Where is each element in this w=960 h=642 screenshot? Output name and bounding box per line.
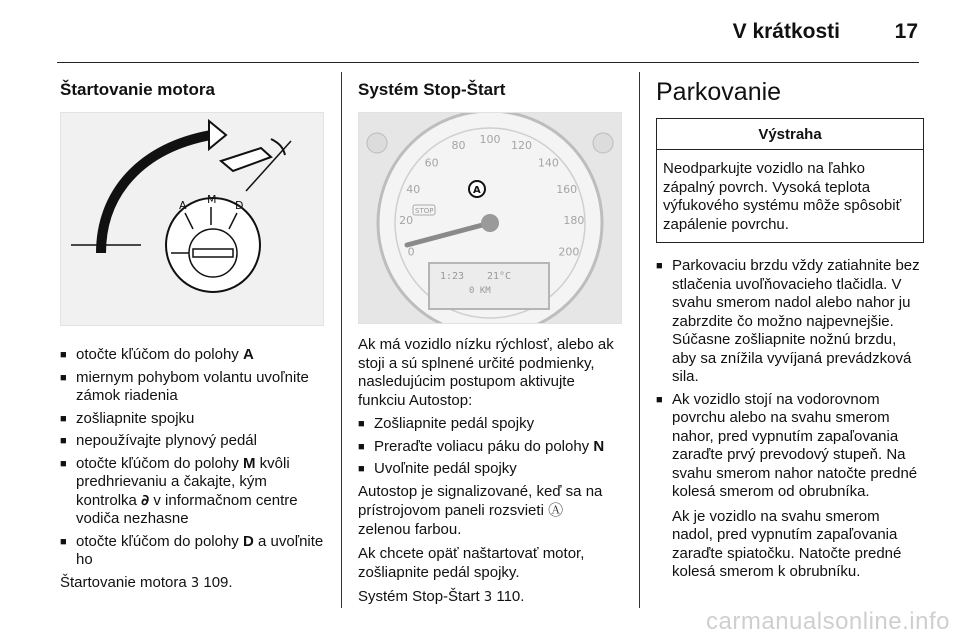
autostop-indicator-text: Autostop je signalizované, keď sa na prístrojovom paneli rozsvieti Ⓐ zelenou farbou.: [358, 482, 603, 538]
warning-body: Neodparkujte vozidlo na ľahko zápalný povrch. Vysoká teplota výfukového systému môže spôsobiť zapálenie povrchu.: [663, 160, 902, 233]
list-item: ■ nepoužívajte plynový pedál: [60, 432, 328, 451]
list-item: ■ otočte kľúčom do polohy M kvôli predhrievaniu a čakajte, kým kontrolka 𝟃 v informačnom centre vodiča nezhasne: [60, 455, 328, 529]
cross-reference-arrow-icon: 3: [190, 575, 200, 591]
column-stop-start: [358, 66, 626, 608]
header-rule: [57, 62, 919, 63]
list-item: ■ otočte kľúčom do polohy D a uvoľnite ho: [60, 533, 328, 570]
watermark: carmanualsonline.info: [706, 608, 950, 635]
dial-label: 0: [407, 245, 415, 259]
cross-reference-arrow-icon: 3: [483, 590, 493, 605]
restart-text: Ak chcete opäť naštartovať motor, zošliapnite pedál spojky.: [358, 545, 585, 581]
dial-label: 40: [406, 182, 421, 196]
section-title: Štartovanie motora: [60, 80, 215, 99]
stop-label: STOP: [415, 207, 434, 215]
column-parking: [656, 66, 924, 582]
dial-label: 100: [479, 133, 501, 146]
warning-title: Výstraha: [657, 119, 923, 150]
cross-reference[interactable]: Systém Stop-Štart 3 110.: [358, 588, 525, 605]
parking-continuation: Ak je vozidlo na svahu smerom nadol, pred vypnutím zapaľovania zaraďte spiatočku. Natočte predné kolesá smerom k obrubníku.: [672, 507, 902, 580]
section-title: Systém Stop-Štart: [358, 80, 506, 99]
display-distance: 0 KM: [469, 286, 491, 296]
cross-reference[interactable]: Štartovanie motora 3 109.: [60, 573, 233, 591]
dial-label: 60: [424, 156, 439, 170]
autostop-steps: [358, 415, 626, 479]
column-divider: [639, 72, 640, 608]
list-item: ■ Uvoľnite pedál spojky: [358, 460, 626, 479]
instruction-list: [60, 346, 328, 570]
display-time: 1:23: [440, 271, 465, 282]
dial-label: 200: [558, 245, 580, 259]
list-item: ■ Zošliapnite pedál spojky: [358, 415, 626, 434]
list-item: ■ Ak vozidlo stojí na vodorovnom povrchu alebo na svahu smerom nahor, pred vypnutím zapaľovania zaraďte prvý prevodový stupeň. Na svahu smerom nahor natočte predné kolesá smerom od obrubníka.: [656, 391, 924, 502]
column-starting-engine: [60, 66, 328, 593]
list-item: ■ Parkovaciu brzdu vždy zatiahnite bez stlačenia uvoľňovacieho tlačidla. V svahu smerom nadol alebo nahor ju zabrzdite čo možno najpevnejšie. Súčasne zošliapnite nožnú brzdu, aby sa znížila vyvíjaná prevádzková sila.: [656, 257, 924, 387]
svg-text:M: M: [207, 193, 217, 206]
dial-label: 140: [537, 156, 559, 170]
list-item: ■ otočte kľúčom do polohy A: [60, 346, 328, 365]
svg-text:A: A: [179, 199, 187, 212]
glow-plug-icon: 𝟃: [141, 491, 150, 509]
dial-label: 160: [556, 182, 578, 196]
instrument-cluster-illustration: [358, 112, 622, 324]
column-divider: [341, 72, 342, 608]
list-item: ■ zošliapnite spojku: [60, 410, 328, 429]
autostop-indicator-icon: Ⓐ: [548, 501, 564, 519]
page-header: [0, 0, 960, 56]
svg-text:A: A: [473, 185, 481, 196]
parking-list: [656, 257, 924, 502]
display-temp: 21°C: [487, 271, 512, 282]
stop-start-intro: Ak má vozidlo nízku rýchlosť, alebo ak stoji a sú splnené určité podmienky, nasledujúcim postupom aktivujte funkciu Autostop:: [358, 336, 614, 409]
section-title: Parkovanie: [656, 78, 782, 106]
dial-label: 120: [511, 139, 532, 153]
list-item: ■ miernym pohybom volantu uvoľnite zámok riadenia: [60, 369, 328, 406]
header-title: V krátkosti: [732, 20, 840, 43]
ignition-key-illustration: [60, 112, 324, 326]
dial-label: 20: [399, 214, 414, 228]
dial-label: 80: [451, 139, 466, 153]
svg-text:D: D: [235, 199, 244, 212]
dial-label: 180: [563, 214, 585, 228]
warning-box: [656, 118, 924, 243]
speedometer-drawing: [359, 113, 621, 323]
ignition-key-drawing: [61, 113, 323, 325]
page-number: 17: [894, 20, 918, 43]
list-item: ■ Preraďte voliacu páku do polohy N: [358, 438, 626, 457]
